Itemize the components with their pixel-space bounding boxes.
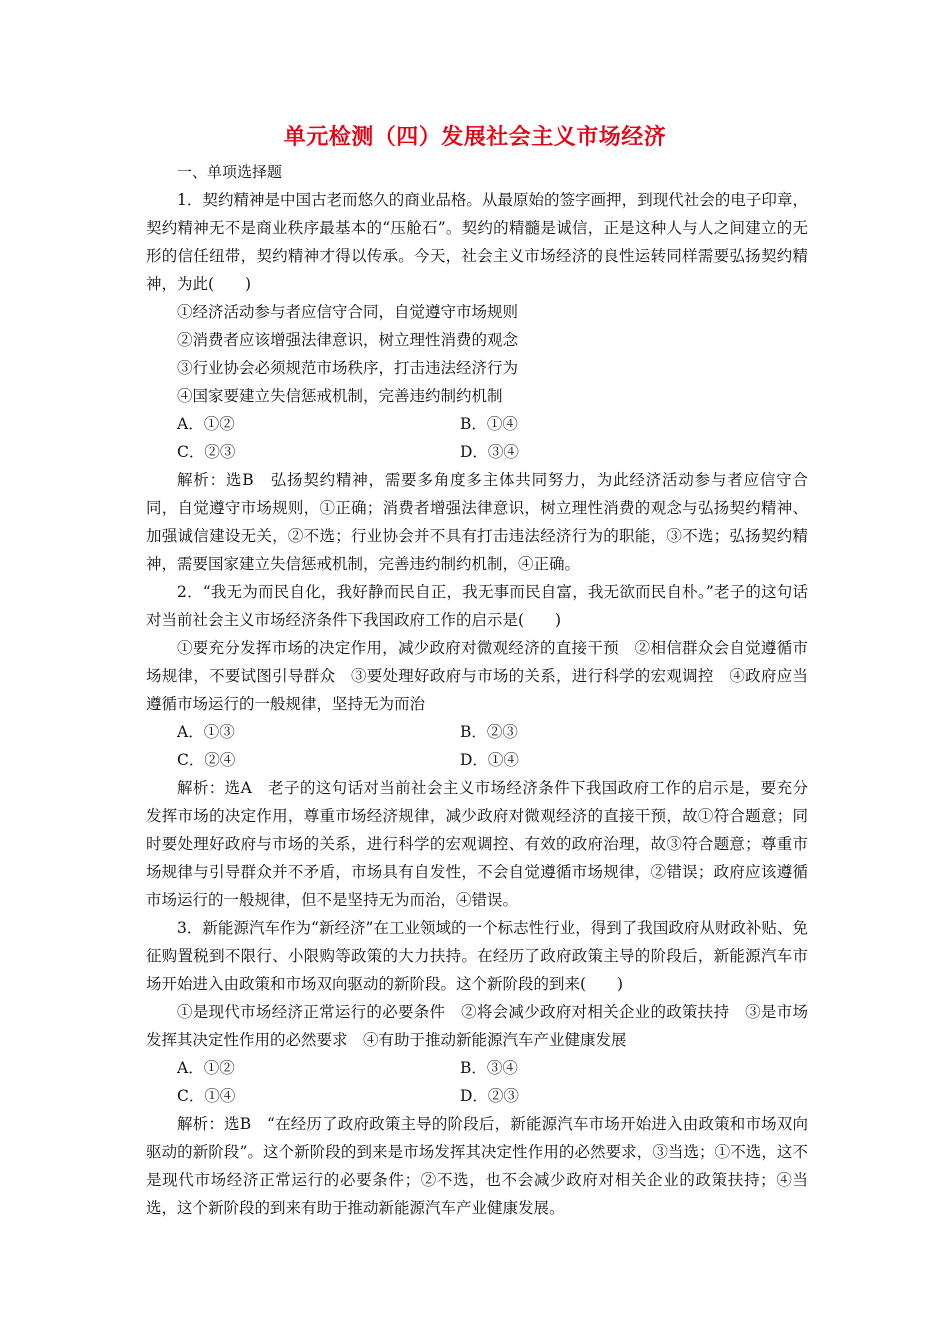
question-stem: 3．新能源汽车作为“新经济”在工业领域的一个标志性行业，得到了我国政府从财政补贴、免征购置税到不限行、小限购等政策的大力扶持。在经历了政府政策主导的阶段后，新能源汽车市场开始进入由政策和市场双向驱动的新阶段。这个新阶段的到来( )	[146, 919, 808, 993]
question-3	[146, 914, 808, 1222]
question-2	[146, 578, 808, 914]
analysis-text: 解析：选A 老子的这句话对当前社会主义市场经济条件下我国政府工作的启示是，要充分发挥市场的决定作用，尊重市场经济规律，减少政府对微观经济的直接干预，故①符合题意；同时要处理好政府与市场的关系，进行科学的宏观调控、有效的政府治理，故③符合题意；尊重市场规律与引导群众并不矛盾，市场具有自发性，不会自觉遵循市场规律，②错误；政府应该遵循市场运行的一般规律，但不是坚持无为而治，④错误。	[146, 779, 808, 909]
choice-b: B．①④	[460, 415, 518, 433]
choice-a: A．①③	[177, 723, 235, 741]
statements-inline: ①要充分发挥市场的决定作用，减少政府对微观经济的直接干预 ②相信群众会自觉遵循市场规律，不要试图引导群众 ③要处理好政府与市场的关系，进行科学的宏观调控 ④政府应当遵循市场运行的一般规律，坚持无为而治	[146, 639, 808, 713]
choice-row	[146, 1082, 808, 1110]
choice-row	[146, 718, 808, 746]
choice-d: D．①④	[460, 751, 519, 769]
choice-a: A．①②	[177, 1059, 235, 1077]
section-heading: 一、单项选择题	[177, 163, 283, 181]
choice-b: B．②③	[460, 723, 518, 741]
statement-item: ④国家要建立失信惩戒机制，完善违约制约机制	[177, 387, 503, 405]
question-stem: 1．契约精神是中国古老而悠久的商业品格。从最原始的签字画押，到现代社会的电子印章，契约精神无不是商业秩序最基本的“压舱石”。契约的精髓是诚信，正是这种人与人之间建立的无形的信任纽带，契约精神才得以传承。今天，社会主义市场经济的良性运转同样需要弘扬契约精神，为此( )	[146, 191, 808, 293]
statements-inline: ①是现代市场经济正常运行的必要条件 ②将会减少政府对相关企业的政策扶持 ③是市场发挥其决定性作用的必然要求 ④有助于推动新能源汽车产业健康发展	[146, 1003, 808, 1049]
analysis-text: 解析：选B 弘扬契约精神，需要多角度多主体共同努力，为此经济活动参与者应信守合同，自觉遵守市场规则，①正确；消费者增强法律意识，树立理性消费的观念与弘扬契约精神、加强诚信建设无关，②不选；行业协会并不具有打击违法经济行为的职能，③不选；弘扬契约精神，需要国家建立失信惩戒机制，完善违约制约机制，④正确。	[146, 471, 808, 573]
choice-d: D．③④	[460, 443, 519, 461]
choice-row	[146, 438, 808, 466]
choice-a: A．①②	[177, 415, 235, 433]
choice-d: D．②③	[460, 1087, 519, 1105]
choice-c: C．①④	[177, 1087, 236, 1105]
choice-b: B．③④	[460, 1059, 518, 1077]
question-stem: 2．“我无为而民自化，我好静而民自正，我无事而民自富，我无欲而民自朴。”老子的这句话对当前社会主义市场经济条件下我国政府工作的启示是( )	[146, 583, 808, 629]
choice-c: C．②④	[177, 751, 236, 769]
statement-item: ②消费者应该增强法律意识，树立理性消费的观念	[177, 331, 519, 349]
statement-item: ①经济活动参与者应信守合同，自觉遵守市场规则	[177, 303, 519, 321]
analysis-text: 解析：选B “在经历了政府政策主导的阶段后，新能源汽车市场开始进入由政策和市场双向驱动的新阶段”。这个新阶段的到来是市场发挥其决定性作用的必然要求，③当选；①不选，这不是现代市场经济正常运行的必要条件；②不选，也不会减少政府对相关企业的政策扶持；④当选，这个新阶段的到来有助于推动新能源汽车产业健康发展。	[146, 1115, 808, 1217]
document-body	[146, 158, 808, 1222]
choice-c: C．②③	[177, 443, 236, 461]
question-1	[146, 186, 808, 578]
statement-item: ③行业协会必须规范市场秩序，打击违法经济行为	[177, 359, 519, 377]
choice-row	[146, 410, 808, 438]
choice-row	[146, 1054, 808, 1082]
choice-row	[146, 746, 808, 774]
page-title: 单元检测（四）发展社会主义市场经济	[283, 125, 667, 150]
